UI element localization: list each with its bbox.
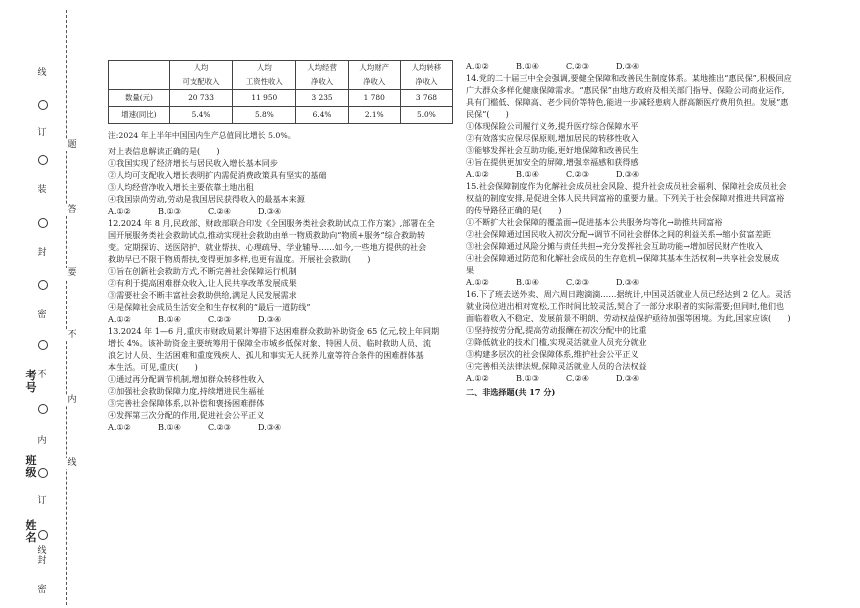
question-text-line: 救助早已不限于物质帮扶,变得更加多样,也更有温度。开展社会救助( ) — [108, 254, 371, 264]
question-text-line: ④发挥第三次分配的作用,促进社会公平正义 — [108, 410, 265, 420]
question-text-line: 果 — [466, 265, 475, 275]
table-cell: 5.0% — [400, 107, 452, 124]
question-text-line: ④完善相关法律法规,保障灵活就业人员的合法权益 — [466, 361, 647, 371]
answer-options — [466, 372, 806, 384]
table-note: 注:2024 年上半年中国国内生产总值同比增长 5.0%。 — [108, 131, 296, 140]
answer-option: D.③④ — [616, 277, 640, 287]
table-header-cell — [109, 75, 170, 90]
question-text-line: 民保”( ) — [466, 109, 509, 119]
table-cell: 20 733 — [169, 90, 232, 107]
question-text-line: ②有利于提高困难群众收入,让人民共享改革发展成果 — [108, 278, 297, 288]
answer-option: D.③④ — [258, 206, 282, 216]
section-heading: 二、非选择题(共 17 分) — [466, 387, 556, 397]
binding-hole-icon — [38, 340, 48, 350]
income-table — [108, 60, 453, 124]
question-text-line: 广大群众多样化健康保障需求。“惠民保”由地方政府及相关部门指导、保险公司商业运作, — [466, 85, 785, 95]
binding-warning-label: 不 — [67, 330, 77, 340]
question-text-line: ③能够发挥社会互助功能,更好地保障和改善民生 — [466, 145, 639, 155]
binding-label: 密 — [37, 310, 47, 320]
table-cell: 6.4% — [296, 107, 348, 124]
table-header-cell: 人均经营 — [296, 61, 348, 76]
question-text-line: ④是保障社会成员生活安全和生存权利的“最后一道防线” — [108, 302, 311, 312]
answer-option: A.①② — [466, 373, 489, 383]
table-header-cell: 工资性收入 — [233, 75, 296, 90]
table-header-cell: 人均转移 — [400, 61, 452, 76]
binding-label: 不 — [37, 370, 47, 380]
answer-options — [466, 168, 806, 180]
answer-option: A.①② — [466, 169, 489, 179]
question-text-line: 本生活。可见,重庆( ) — [108, 362, 198, 372]
binding-hole-icon — [38, 218, 48, 228]
binding-margin — [0, 0, 98, 608]
right-column — [466, 60, 806, 398]
question-text-line: ①通过再分配调节机制,增加群众转移性收入 — [108, 374, 265, 384]
answer-option: B.①④ — [516, 277, 540, 287]
question-text-line: ④旨在提供更加安全的屏障,增强幸福感和获得感 — [466, 157, 639, 167]
table-header-cell: 可支配收入 — [169, 75, 232, 90]
answer-option: A.①② — [466, 61, 489, 71]
table-header-cell: 净收入 — [400, 75, 452, 90]
answer-option: A.①② — [108, 206, 131, 216]
student-field-class: 班级 — [25, 454, 37, 479]
table-header-cell: 净收入 — [348, 75, 400, 90]
question-text-line: ①坚持按劳分配,提高劳动报酬在初次分配中的比重 — [466, 325, 647, 335]
binding-warning-label: 答 — [67, 205, 77, 215]
question-text-line: ③人均经营净收入增长主要依靠土地出租 — [108, 182, 254, 192]
answer-options — [466, 276, 806, 288]
question-text-line: 的传导路径正确的是( ) — [466, 205, 562, 215]
question-text-line: 国开展服务类社会救助试点,推动实现社会救助由单一物质救助向“物质+服务”综合救助转 — [108, 230, 426, 240]
question-text-line: 浪乞讨人员、生活困难和重度残疾人、孤儿和事实无人抚养儿童等符合条件的困难群体基 — [108, 350, 424, 360]
binding-warning-label: 要 — [67, 268, 77, 278]
binding-label: 装 — [37, 185, 47, 195]
binding-dashed-line — [66, 10, 67, 605]
table-header-cell: 人均财产 — [348, 61, 400, 76]
answer-option: B.①④ — [516, 61, 540, 71]
binding-warning-label: 线 — [67, 458, 77, 468]
table-cell: 3 235 — [296, 90, 348, 107]
answer-option: B.①③ — [158, 206, 182, 216]
answer-option: C.②④ — [208, 206, 231, 216]
question-text-line: ①体现保险公司履行义务,提升医疗综合保障水平 — [466, 121, 639, 131]
question-text-line: 增长 4%。该补助资金主要统筹用于保障全市城乡低保对象、特困人员、临时救助人员、流 — [108, 338, 431, 348]
table-header-top — [109, 61, 453, 76]
answer-option: C.②③ — [566, 169, 589, 179]
question-text-line: 13.2024 年 1—6 月,重庆市财政局累计筹措下达困难群众救助补助资金 65 亿元,较上年同期 — [108, 326, 440, 336]
answer-option: B.①③ — [516, 373, 540, 383]
answer-options — [108, 313, 453, 325]
question-text-line: 权益的制度安排,是促进全体人民共同富裕的重要力量。下列关于社会保障对推进共同富裕 — [466, 193, 785, 203]
answer-options — [108, 421, 453, 433]
binding-hole-icon — [38, 155, 48, 165]
answer-option: C.②③ — [566, 61, 589, 71]
table-cell: 增速(同比) — [109, 107, 170, 124]
question-text-line: ③完善社会保障体系,以补偿和褒扬困难群体 — [108, 398, 265, 408]
binding-hole-icon — [38, 404, 48, 414]
table-cell: 1 780 — [348, 90, 400, 107]
binding-hole-icon — [38, 530, 48, 540]
answer-option: D.③④ — [616, 61, 640, 71]
table-row — [109, 107, 453, 124]
answer-option: C.②③ — [566, 277, 589, 287]
table-row — [109, 90, 453, 107]
question-text-line: ②加强社会救助保障力度,持续增进民生福祉 — [108, 386, 265, 396]
question-text-line: ①旨在创新社会救助方式,不断完善社会保障运行机制 — [108, 266, 297, 276]
question-text-line: ③社会保障通过风险分摊与责任共担→充分发挥社会互助功能→增加居民财产性收入 — [466, 241, 763, 251]
question-text-line: 面临着收入不稳定、发展前景不明朗、劳动权益保护亟待加强等困境。为此,国家应该( ) — [466, 313, 791, 323]
binding-label: 内 — [37, 436, 47, 446]
answer-option: C.②④ — [566, 373, 589, 383]
table-header-cell: 人均 — [169, 61, 232, 76]
table-cell: 数量(元) — [109, 90, 170, 107]
question-text-line: ②社会保障通过国民收入初次分配→调节不同社会群体之间的利益关系→缩小贫富差距 — [466, 229, 771, 239]
student-field-exam-no: 考号 — [25, 369, 37, 394]
table-header-cell — [109, 61, 170, 76]
binding-hole-icon — [38, 100, 48, 110]
question-text-line: ④我国崇尚劳动,劳动是我国居民获得收入的最基本来源 — [108, 194, 305, 204]
question-text-line: 就业岗位进出相对宽松,工作时间比较灵活,契合了一部分求职者的实际需要;但同时,他们也 — [466, 301, 785, 311]
binding-warning-label: 内 — [67, 395, 77, 405]
answer-options — [466, 60, 806, 72]
binding-warning-label: 题 — [67, 140, 77, 150]
question-text-line: 具有门槛低、保障高、老少同价等特色,能进一步减轻患病人群高额医疗费用负担。发展“惠 — [466, 97, 789, 107]
question-text-line: ②人均可支配收入增长表明扩内需促消费政策具有坚实的基础 — [108, 170, 327, 180]
binding-hole-icon — [38, 468, 48, 478]
answer-options — [108, 205, 453, 217]
table-header-cell: 净收入 — [296, 75, 348, 90]
question-text-line: ②有效落实应保尽保原则,增加居民的转移性收入 — [466, 133, 639, 143]
table-cell: 11 950 — [233, 90, 296, 107]
student-field-name: 姓名 — [25, 519, 37, 544]
question-text-line: 14.党的二十届三中全会强调,要健全保障和改善民生制度体系。某地推出“惠民保”,积极回应 — [466, 73, 792, 83]
binding-label: 订 — [37, 496, 47, 506]
question-text-line: ④社会保障通过防范和化解社会成员的生存危机→保障其基本生活权利→共享社会发展成 — [466, 253, 780, 263]
answer-option: D.③④ — [616, 373, 640, 383]
answer-option: D.③④ — [616, 169, 640, 179]
binding-label: 线 — [37, 546, 47, 556]
answer-option: C.②③ — [208, 422, 231, 432]
answer-option: A.①② — [108, 314, 131, 324]
binding-label: 密 — [37, 585, 47, 595]
answer-option: D.③④ — [258, 314, 282, 324]
binding-label: 线 — [37, 68, 47, 78]
answer-option: C.②③ — [208, 314, 231, 324]
answer-option: B.①④ — [158, 314, 182, 324]
question-text-line: 16.下了班去送外卖、周六周日跑滴滴……据统计,中国灵活就业人员已经达到 2 亿人。灵活 — [466, 289, 792, 299]
left-column — [108, 60, 453, 433]
question-text-line: 变。定期探访、送医陪护、就业帮扶、心理疏导、学业辅导……如今,一些地方提供的社会 — [108, 242, 427, 252]
binding-label: 订 — [37, 128, 47, 138]
binding-label: 封 — [37, 248, 47, 258]
table-cell: 3 768 — [400, 90, 452, 107]
table-cell: 2.1% — [348, 107, 400, 124]
question-text-line: ③需要社会不断丰富社会救助供给,满足人民发展需求 — [108, 290, 297, 300]
answer-option: A.①② — [108, 422, 131, 432]
question-text-line: 12.2024 年 8 月,民政部、财政部联合印发《全国服务类社会救助试点工作方案》,部署在全 — [108, 218, 435, 228]
answer-option: D.③④ — [258, 422, 282, 432]
question-text-line: 对上表信息解读正确的是( ) — [108, 146, 220, 156]
table-cell: 5.8% — [233, 107, 296, 124]
table-cell: 5.4% — [169, 107, 232, 124]
question-text-line: ①不断扩大社会保障的覆盖面→促进基本公共服务均等化→助推共同富裕 — [466, 217, 723, 227]
answer-option: B.①④ — [158, 422, 182, 432]
question-text-line: ①我国实现了经济增长与居民收入增长基本同步 — [108, 158, 278, 168]
answer-option: A.①② — [466, 277, 489, 287]
binding-label: 封 — [37, 556, 47, 566]
answer-option: B.①④ — [516, 169, 540, 179]
question-text-line: ②降低就业的技术门槛,实现灵活就业人员充分就业 — [466, 337, 647, 347]
binding-hole-icon — [38, 280, 48, 290]
question-text-line: 15.社会保障制度作为化解社会成员社会风险、提升社会成员社会福利、保障社会成员社会 — [466, 181, 787, 191]
table-header-bottom — [109, 75, 453, 90]
question-text-line: ③构建多层次的社会保障体系,维护社会公平正义 — [466, 349, 639, 359]
table-header-cell: 人均 — [233, 61, 296, 76]
